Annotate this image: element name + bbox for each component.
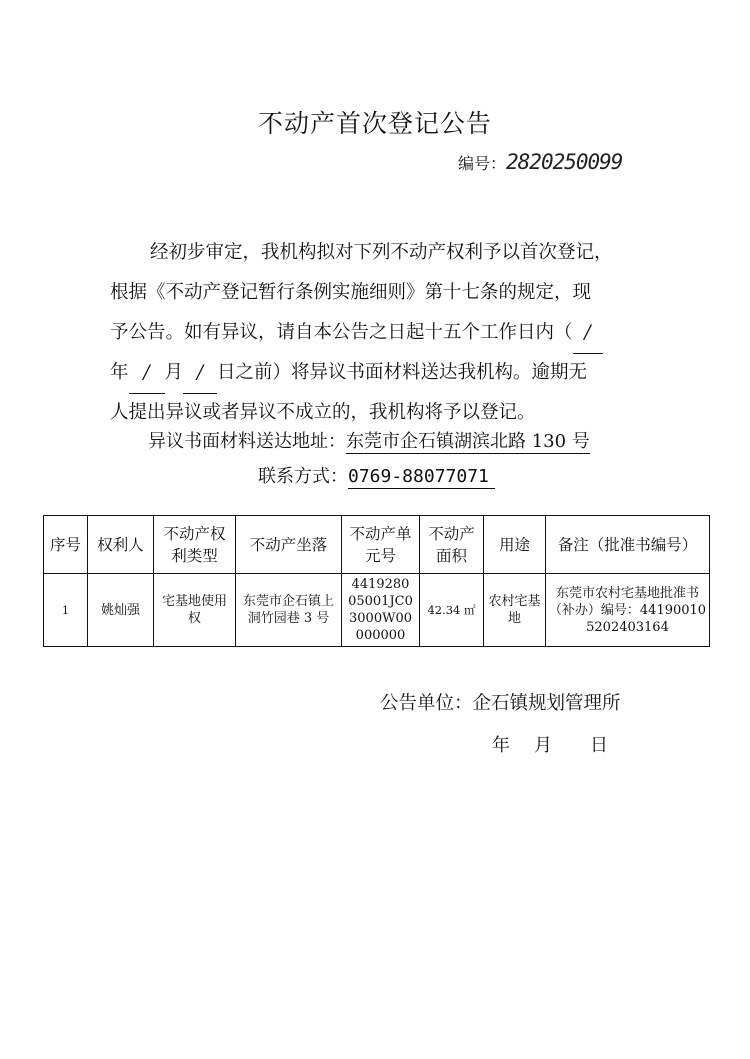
table-header-row (44, 516, 710, 574)
cell-right-type: 宅基地使用权 (154, 574, 236, 647)
date-year-label: 年 (492, 735, 510, 756)
address-label: 异议书面材料送达地址： (148, 431, 346, 452)
body-line-5: 人提出异议或者异议不成立的，我机构将予以登记。 (110, 402, 536, 423)
cell-seq: 1 (44, 574, 88, 647)
cell-area: 42.34 ㎡ (420, 574, 484, 647)
header-owner: 权利人 (88, 516, 154, 574)
body-line-4 (110, 353, 650, 393)
body-line-4-text: 日之前）将异议书面材料送达我机构。逾期无 (217, 362, 588, 383)
body-line-2: 根据《不动产登记暂行条例实施细则》第十七条的规定，现 (110, 282, 592, 303)
announcer-value: 企石镇规划管理所 (472, 693, 621, 714)
body-line-1: 经初步审定，我机构拟对下列不动产权利予以首次登记， (150, 242, 613, 263)
cell-location: 东莞市企石镇上洞竹园巷 3 号 (236, 574, 342, 647)
contact-phone: 0769-88077071 (348, 466, 495, 489)
announcer (380, 689, 621, 715)
header-usage: 用途 (484, 516, 546, 574)
date-line (492, 731, 608, 757)
page-title: 不动产首次登记公告 (257, 109, 492, 138)
day-blank: / (183, 353, 217, 394)
header-unit-no: 不动产单元号 (342, 516, 420, 574)
start-year-blank: / (573, 313, 603, 354)
announcer-label: 公告单位： (380, 693, 473, 714)
address-value: 东莞市企石镇湖滨北路 130 号 (346, 431, 590, 452)
contact-info (258, 462, 495, 488)
header-seq: 序号 (44, 516, 88, 574)
number-value: 2820250099 (506, 150, 623, 174)
contact-label: 联系方式： (258, 466, 348, 487)
cell-owner: 姚灿强 (88, 574, 154, 647)
number-label: 编号： (458, 154, 507, 173)
cell-note: 东莞市农村宅基地批准书（补办）编号：441900105202403164 (546, 574, 710, 647)
date-month-label: 月 (534, 735, 552, 756)
body-line-3 (110, 313, 650, 353)
month-blank: / (129, 353, 165, 394)
registration-table (43, 515, 710, 647)
objection-address (148, 427, 590, 453)
header-right-type: 不动产权利类型 (154, 516, 236, 574)
month-label: 月 (164, 362, 184, 383)
header-note: 备注（批准书编号） (546, 516, 710, 574)
year-label: 年 (110, 362, 129, 383)
header-area: 不动产面积 (420, 516, 484, 574)
date-day-label: 日 (590, 735, 608, 756)
announcement-number (458, 150, 622, 174)
body-line-3-text: 予公告。如有异议，请自本公告之日起十五个工作日内（ (110, 322, 573, 343)
cell-usage: 农村宅基地 (484, 574, 546, 647)
header-location: 不动产坐落 (236, 516, 342, 574)
table-row (44, 574, 710, 647)
cell-unit-no: 441928005001JC03000W00000000 (342, 574, 420, 647)
body-paragraph (110, 233, 650, 433)
